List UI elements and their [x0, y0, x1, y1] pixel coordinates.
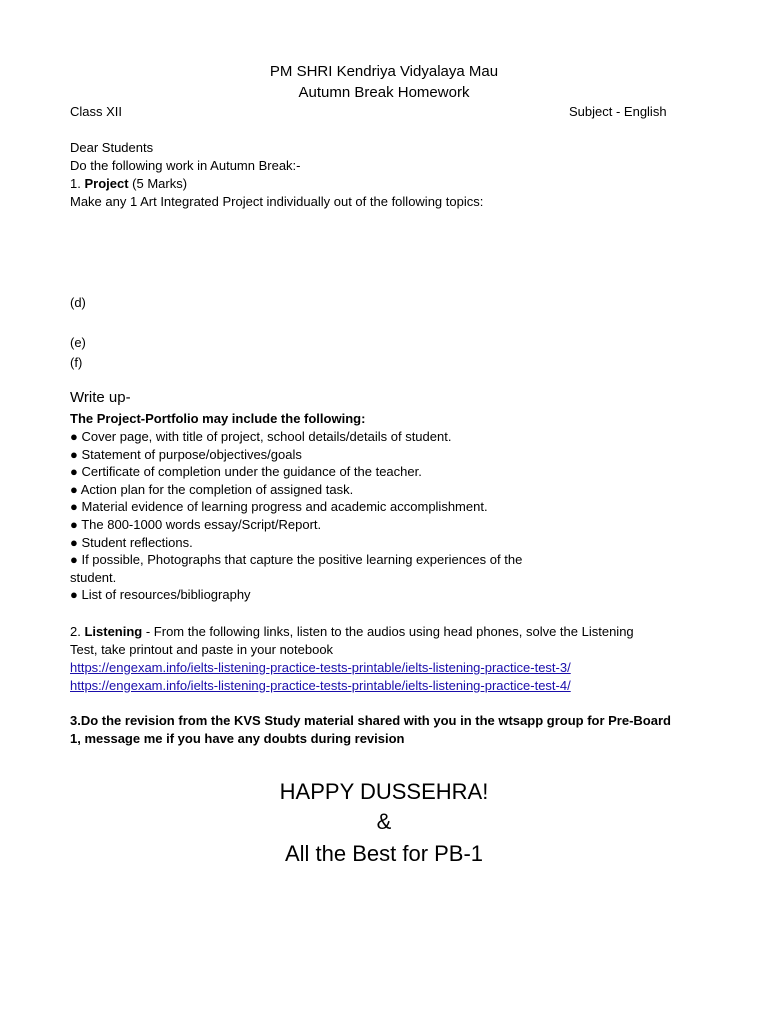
portfolio-list: [70, 428, 522, 604]
list-item: student.: [70, 569, 117, 585]
closing-wishes: All the Best for PB-1: [284, 841, 484, 866]
class-label: Class XII: [70, 104, 123, 119]
listening-link-test-4[interactable]: https://engexam.info/ielts-listening-practice-tests-printable/ielts-listening-practice-test-4/: [70, 678, 571, 693]
subject-label: Subject - English: [569, 104, 667, 119]
project-label: Project: [84, 176, 129, 191]
listening-link-test-3[interactable]: https://engexam.info/ielts-listening-practice-tests-printable/ielts-listening-practice-test-3/: [70, 660, 571, 675]
greeting: Dear Students: [70, 140, 154, 155]
list-item: ● Action plan for the completion of assigned task.: [70, 481, 354, 497]
listening-label: Listening: [84, 624, 143, 639]
list-item: ● List of resources/bibliography: [70, 587, 251, 603]
topic-d: (d): [70, 295, 86, 310]
list-item: ● Cover page, with title of project, school details/details of student.: [70, 429, 452, 444]
list-item: ● Material evidence of learning progress and academic accomplishment.: [70, 499, 488, 515]
list-item: ● Certificate of completion under the guidance of the teacher.: [70, 464, 422, 480]
list-item: ● Student reflections.: [70, 534, 193, 550]
list-item: ● The 800-1000 words essay/Script/Report.: [70, 516, 322, 532]
project-number: 1.: [70, 176, 81, 191]
listening-number: 2.: [70, 624, 81, 639]
portfolio-heading: The Project-Portfolio may include the following:: [70, 411, 366, 426]
listening-text: - From the following links, listen to the audios using head phones, solve the Listening: [142, 624, 634, 639]
project-description: Make any 1 Art Integrated Project individually out of the following topics:: [70, 194, 484, 209]
revision-line-1: 3.Do the revision from the KVS Study material shared with you in the wtsapp group for Pre-Board: [70, 713, 671, 728]
project-marks: (5 Marks): [132, 176, 188, 191]
topic-f: (f): [70, 355, 83, 370]
writeup-heading: Write up-: [70, 389, 131, 406]
list-item: ● If possible, Photographs that capture the positive learning experiences of the: [70, 552, 523, 568]
closing-greeting: HAPPY DUSSEHRA!: [279, 779, 489, 804]
topic-e: (e): [70, 335, 86, 350]
instruction: Do the following work in Autumn Break:-: [70, 158, 301, 173]
list-item: ● Statement of purpose/objectives/goals: [70, 446, 302, 462]
listening-line-2: Test, take printout and paste in your notebook: [70, 642, 334, 657]
revision-line-2: 1, message me if you have any doubts during revision: [70, 731, 405, 746]
school-name: PM SHRI Kendriya Vidyalaya Mau: [269, 63, 499, 80]
page-title: Autumn Break Homework: [298, 84, 470, 101]
listening-line-1: [70, 623, 634, 641]
closing-ampersand: &: [376, 809, 392, 834]
project-heading: [70, 175, 187, 193]
